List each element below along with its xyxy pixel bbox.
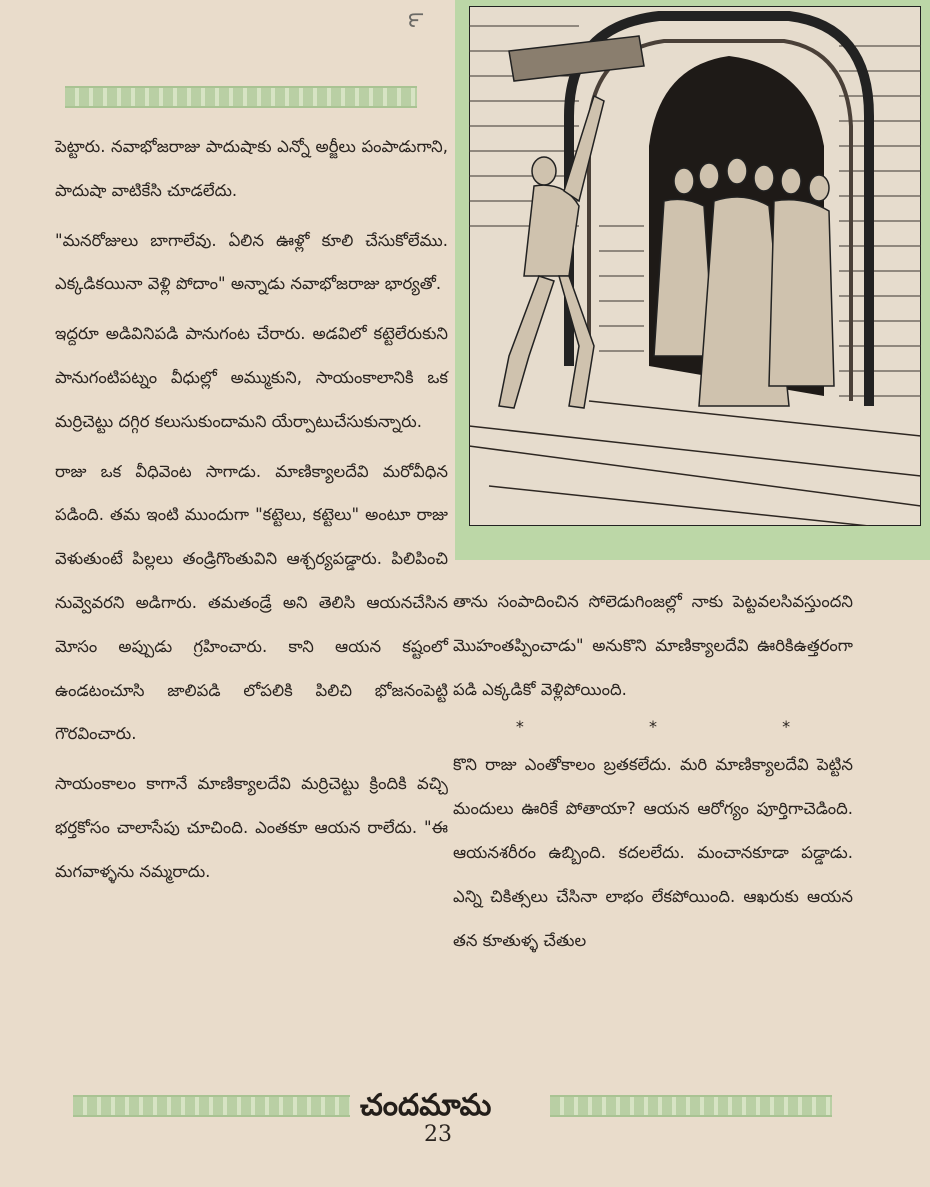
handwritten-mark: ౯	[408, 8, 424, 33]
woodcutter-palace-illustration	[469, 6, 921, 526]
right-text-column	[453, 580, 853, 962]
section-separator: * * *	[515, 717, 851, 737]
left-paragraph-4: రాజు ఒక వీధివెంట సాగాడు. మాణిక్యాలదేవి మరోవీధిన పడింది. తమ ఇంటి ముందుగా "కట్టెలు, కట్టెలు" అంటూ రాజు వెళుతుంటే పిల్లలు తండ్రిగొంతువిని ఆశ్చర్యపడ్డారు. పిలిపించి నువ్వెవరని అడిగారు. తమతండ్రే అని తెలిసి ఆయనచేసిన మోసం అప్పుడు గ్రహించారు. కాని ఆయన కష్టంలో ఉండటంచూసి జాలిపడి లోపలికి పిలిచి భోజనంపెట్టి గౌరవించారు.	[55, 461, 448, 744]
left-text-column	[55, 125, 448, 894]
page-number: 23	[424, 1122, 452, 1147]
right-paragraph-2: కొని రాజు ఎంతోకాలం బ్రతకలేదు. మరి మాణిక్యాలదేవి పెట్టిన మందులు ఊరికే పోతాయా? ఆయన ఆరోగ్యం పూర్తిగాచెడింది. ఆయనశరీరం ఉబ్బింది. కదలలేదు. మంచానకూడా పడ్డాడు. ఎన్ని చికిత్సలు చేసినా లాభం లేకపోయింది. ఆఖరుకు ఆయన తన కూతుళ్ళ చేతుల	[453, 755, 853, 950]
magazine-masthead: చందమామ	[360, 1088, 492, 1123]
left-paragraph-3: ఇద్దరూ అడివినిపడి పానుగంట చేరారు. అడవిలో కట్టెలేరుకుని పానుగంటిపట్నం వీధుల్లో అమ్ముకుని, సాయంకాలానికి ఒక మర్రిచెట్టు దగ్గిర కలుసుకుందామని యేర్పాటుచేసుకున్నారు.	[55, 324, 448, 431]
decorative-border-top	[65, 86, 417, 108]
left-paragraph-5: సాయంకాలం కాగానే మాణిక్యాలదేవి మర్రిచెట్టు క్రిందికి వచ్చి భర్తకోసం చాలాసేపు చూచింది. ఎంతకూ ఆయన రాలేదు. "ఈ మగవాళ్ళను నమ్మరాదు.	[55, 774, 448, 881]
left-paragraph-1: పెట్టారు. నవాభోజరాజు పాదుషాకు ఎన్నో అర్జీలు పంపాడుగాని, పాదుషా వాటికేసి చూడలేదు.	[55, 137, 448, 200]
left-paragraph-2: "మనరోజులు బాగాలేవు. ఏలిన ఊళ్లో కూలి చేసుకోలేము. ఎక్కడికయినా వెళ్లి పోదాం" అన్నాడు నవాభోజరాజు భార్యతో.	[55, 230, 448, 294]
story-illustration	[455, 0, 930, 560]
decorative-border-bottom-left	[73, 1095, 350, 1117]
right-paragraph-1: తాను సంపాదించిన సోలెడుగింజల్లో నాకు పెట్టవలసివస్తుందని మొహంతప్పించాడు" అనుకొని మాణిక్యాలదేవి ఊరికిఉత్తరంగా పడి ఎక్కడికో వెళ్లిపోయింది.	[453, 592, 853, 699]
decorative-border-bottom-right	[550, 1095, 832, 1117]
